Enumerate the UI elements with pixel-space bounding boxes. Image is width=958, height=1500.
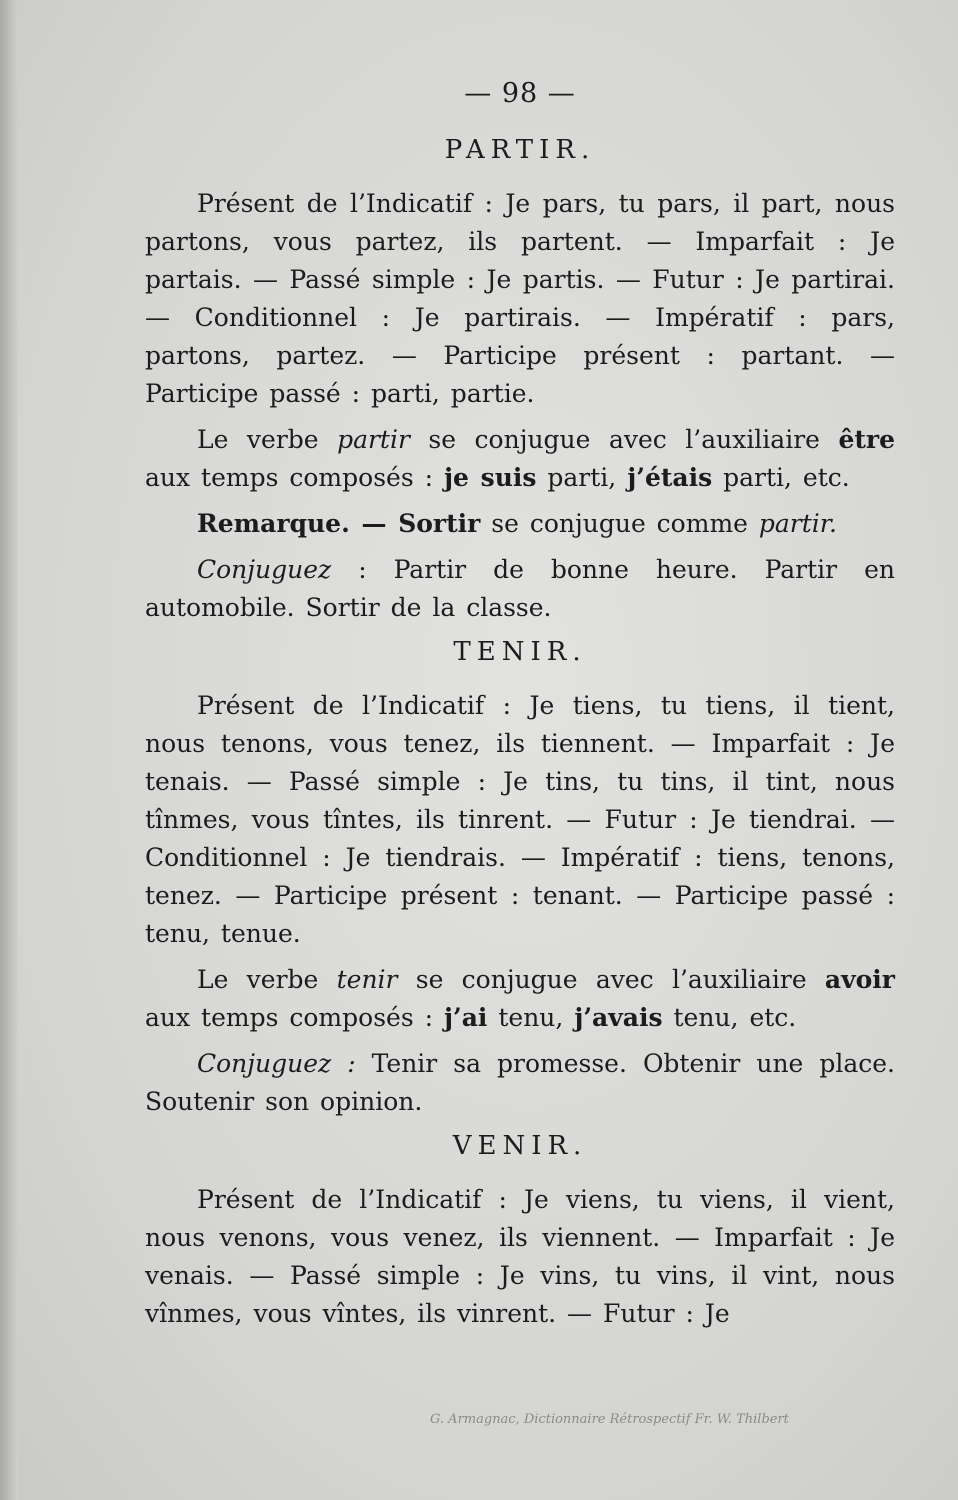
printer-footer: G. Armagnac, Dictionnaire Rétrospectif Fr. W. Thilbert [430, 1412, 789, 1427]
form-bold: je suis [443, 463, 537, 492]
conjugation-paragraph-partir: Présent de l’Indicatif : Je pars, tu pars, il part, nous partons, vous partez, ils partent. — Imparfait : Je partais. — Passé simple : Je partis. — Futur : Je partirai. — Conditionnel : Je partirais. — Impératif : pars, partons, partez. — Participe présent : partant. — Participe passé : parti, partie. [145, 189, 895, 408]
form-bold: j’étais [627, 463, 713, 492]
section-title-partir: PARTIR. [444, 135, 596, 165]
exercise-text: Tenir sa promesse. Obtenir une place. Soutenir son opinion. [145, 1049, 896, 1116]
text-segment: parti, etc. [712, 463, 850, 492]
remark-label: Remarque. — [197, 509, 399, 538]
section-title-tenir: TENIR. [453, 637, 587, 667]
verb-italic: tenir [336, 965, 398, 994]
auxiliary-bold: être [838, 425, 895, 454]
auxiliary-bold: avoir [824, 965, 895, 994]
remark-model-verb: partir. [758, 509, 837, 538]
text-segment: parti, [536, 463, 628, 492]
exercise-text: : Partir de bonne heure. Partir en automobile. Sortir de la classe. [145, 555, 895, 622]
text-segment: tenu, [487, 1003, 575, 1032]
exercise-label: Conjuguez : [197, 1049, 356, 1078]
text-segment: Le verbe [197, 425, 338, 454]
conjugation-paragraph-tenir: Présent de l’Indicatif : Je tiens, tu tiens, il tient, nous tenons, vous tenez, ils tiennent. — Imparfait : Je tenais. — Passé simple : Je tins, tu tins, il tint, nous tînmes, vous tîntes, ils tinrent. — Futur : Je tiendrai. — Conditionnel : Je tiendrais. — Impératif : tiens, tenons, tenez. — Participe présent : tenant. — Participe passé : tenu, tenue. [145, 691, 895, 948]
section-title-venir: VENIR. [452, 1131, 588, 1161]
text-segment: aux temps composés : [145, 463, 444, 492]
remark-verb: Sortir [398, 509, 481, 538]
text-segment: se conjugue avec l’auxiliaire [409, 425, 839, 454]
form-bold: j’avais [574, 1003, 663, 1032]
text-segment: se conjugue comme [480, 509, 759, 538]
form-bold: j’ai [443, 1003, 488, 1032]
auxiliary-paragraph-partir [145, 421, 895, 497]
auxiliary-paragraph-tenir [145, 961, 895, 1037]
page-edge-shadow [0, 0, 18, 1500]
text-segment: se conjugue avec l’auxiliaire [397, 965, 825, 994]
exercise-label: Conjuguez [197, 555, 332, 584]
text-segment: aux temps composés : [145, 1003, 444, 1032]
page-content [145, 78, 895, 1341]
verb-italic: partir [337, 425, 410, 454]
conjugation-paragraph-venir: Présent de l’Indicatif : Je viens, tu viens, il vient, nous venons, vous venez, ils viennent. — Imparfait : Je venais. — Passé simple : Je vins, tu vins, il vint, nous vînmes, vous vîntes, ils vinrent. — Futur : Je [145, 1185, 895, 1328]
text-segment: tenu, etc. [662, 1003, 797, 1032]
text-segment: Le verbe [197, 965, 337, 994]
remark-paragraph [145, 505, 895, 543]
exercise-paragraph-tenir [145, 1045, 895, 1121]
exercise-paragraph-partir [145, 551, 895, 627]
page-number: — 98 — [464, 78, 576, 109]
